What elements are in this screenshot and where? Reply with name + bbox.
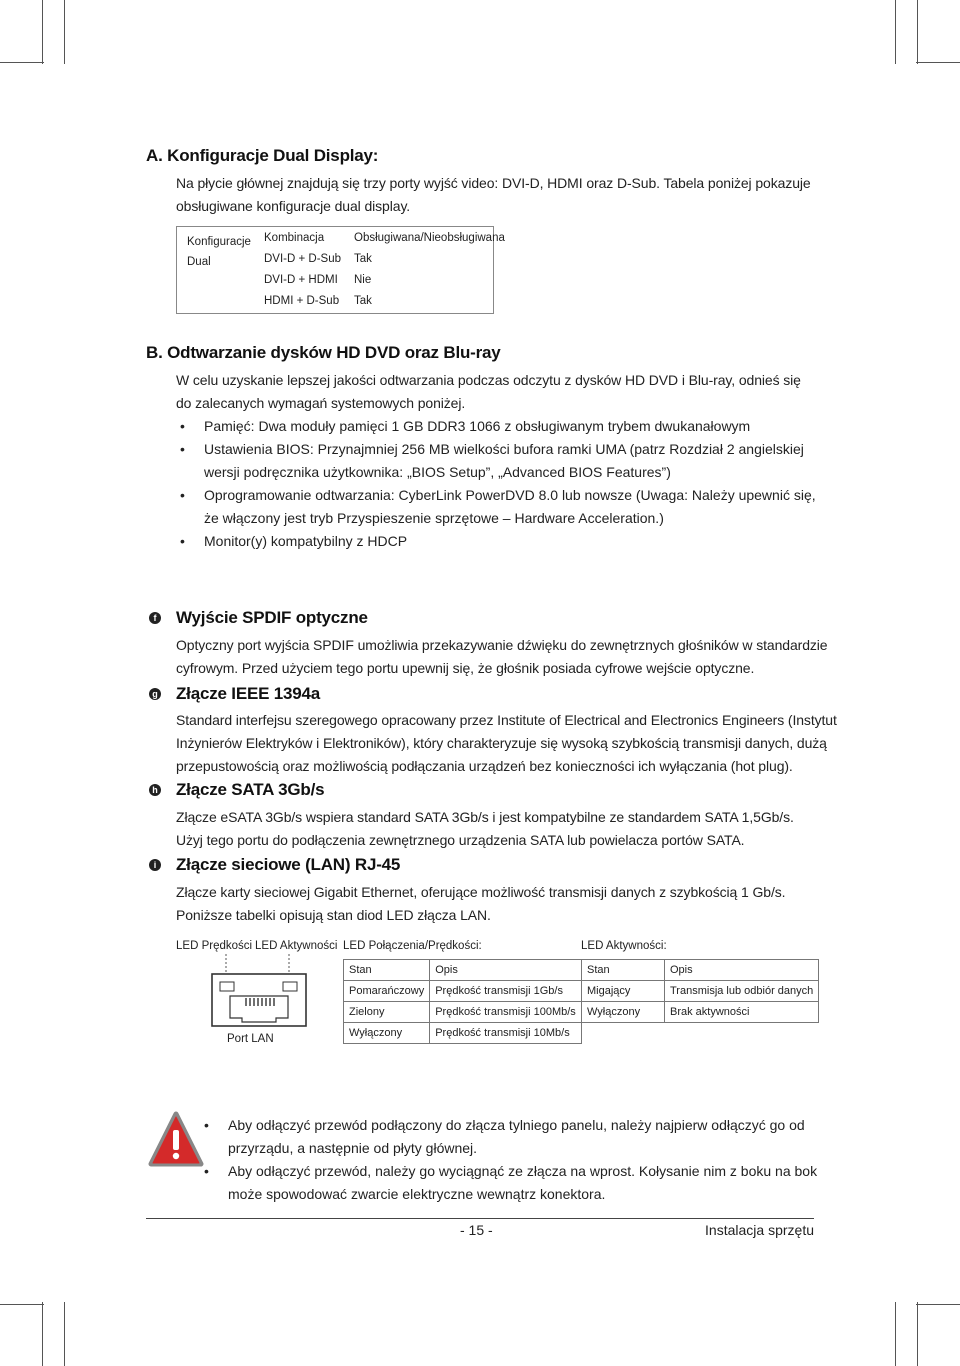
lan-port-label: Port LAN bbox=[227, 1033, 274, 1045]
page-number: - 15 - bbox=[460, 1222, 493, 1238]
ieee1394-description: Standard interfejsu szeregowego opracowany przez Institute of Electrical and Electronics Engineers (Instytut Inżynierów Elektryków i Elektroników), który charakteryzuje się wysoką szybkością transmisji danych, dużą przepustowością oraz możliwością podłączania urządzeń bez konieczności ich wyłączania (hot plug). bbox=[176, 712, 837, 774]
sata-title: Złącze SATA 3Gb/s bbox=[176, 780, 325, 799]
list-item: • Aby odłączyć przewód podłączony do złącza tylniego panelu, należy najpierw odłączyć go od przyrządu, a następnie od płyty głównej. bbox=[196, 1114, 856, 1160]
list-item: • Pamięć: Dwa moduły pamięci 1 GB DDR3 1066 z obsługiwanym trybem dwukanałowym bbox=[172, 415, 852, 438]
lan-description: Złącze karty sieciowej Gigabit Ethernet, oferujące możliwość transmisji danych z szybkością 1 Gb/s. Poniższe tabelki opisują stan diod LED złącza LAN. bbox=[176, 884, 786, 923]
list-item: • Monitor(y) kompatybilny z HDCP bbox=[172, 530, 852, 553]
crop-mark bbox=[917, 0, 918, 64]
table-row: HDMI + D-Sub Tak bbox=[264, 294, 372, 307]
section-b-intro: W celu uzyskanie lepszej jakości odtwarzania podczas odczytu z dysków HD DVD i Blu-ray, odnieś się do zalecanych wymagań systemowych poniżej. bbox=[176, 372, 801, 411]
crop-mark bbox=[42, 0, 43, 64]
table-header-row: Kombinacja Obsługiwana/Nieobsługiwana bbox=[264, 231, 505, 244]
crop-mark bbox=[64, 0, 65, 64]
table-row: Pomarańczowy Prędkość transmisji 1Gb/s bbox=[344, 981, 582, 1002]
crop-mark bbox=[895, 1302, 896, 1366]
activity-led-label: LED Aktywności bbox=[255, 940, 338, 952]
activity-led bbox=[283, 982, 297, 991]
item-marker-icon: g bbox=[149, 688, 161, 700]
activity-table-caption: LED Aktywności: bbox=[581, 940, 667, 952]
crop-mark bbox=[917, 1302, 918, 1366]
crop-mark bbox=[0, 62, 44, 63]
section-a-title: A. Konfiguracje Dual Display: bbox=[146, 146, 379, 165]
table-row: Wyłączony Prędkość transmisji 10Mb/s bbox=[344, 1023, 582, 1044]
list-item: • Aby odłączyć przewód, należy go wyciągnąć ze złącza na wprost. Kołysanie nim z boku na bok może spowodować zwarcie elektryczne wewnątrz konektora. bbox=[196, 1160, 856, 1206]
item-marker-icon: f bbox=[149, 612, 161, 624]
table-header-row: Stan Opis bbox=[344, 960, 582, 981]
lan-title: Złącze sieciowe (LAN) RJ-45 bbox=[176, 855, 401, 874]
spdif-description: Optyczny port wyjścia SPDIF umożliwia przekazywanie dźwięku do zewnętrznych głośników w standardzie cyfrowym. Przed użyciem tego portu upewnij się, że głośnik posiada cyfrowe wejście optyczne. bbox=[176, 637, 828, 676]
rj45-socket bbox=[230, 996, 288, 1022]
crop-mark bbox=[42, 1302, 43, 1366]
speed-table-caption: LED Połączenia/Prędkości: bbox=[343, 940, 482, 952]
footer-rule bbox=[146, 1218, 814, 1219]
table-row: DVI-D + HDMI Nie bbox=[264, 273, 372, 286]
ieee1394-title: Złącze IEEE 1394a bbox=[176, 684, 321, 703]
warning-list bbox=[196, 1114, 856, 1206]
item-marker-icon: i bbox=[149, 859, 161, 871]
crop-mark bbox=[0, 1304, 44, 1305]
table-row: DVI-D + D-Sub Tak bbox=[264, 252, 372, 265]
list-item: • Oprogramowanie odtwarzania: CyberLink PowerDVD 8.0 lub nowsze (Uwaga: Należy upewnić się, że włączony jest tryb Przyspieszenie sprzętowe – Hardware Acceleration.) bbox=[172, 484, 852, 530]
spdif-title: Wyjście SPDIF optyczne bbox=[176, 608, 368, 627]
crop-mark bbox=[916, 1304, 960, 1305]
sata-description: Złącze eSATA 3Gb/s wspiera standard SATA 3Gb/s i jest kompatybilne ze standardem SATA 1,5Gb/s. Użyj tego portu do podłączenia zewnętrznego urządzenia SATA lub powielacza portów SATA. bbox=[176, 809, 794, 848]
section-b-title: B. Odtwarzanie dysków HD DVD oraz Blu-ray bbox=[146, 343, 501, 362]
table-row: Zielony Prędkość transmisji 100Mb/s bbox=[344, 1002, 582, 1023]
list-item: • Ustawienia BIOS: Przynajmniej 256 MB wielkości bufora ramki UMA (patrz Rozdział 2 angielskiej wersji podręcznika użytkownika: „BIOS Setup”, „Advanced BIOS Features”) bbox=[172, 438, 852, 484]
crop-mark bbox=[916, 62, 960, 63]
activity-led-table bbox=[581, 959, 819, 1023]
dual-display-table bbox=[264, 227, 505, 311]
dual-display-row-header: Konfiguracje Dual bbox=[187, 236, 251, 268]
crop-mark bbox=[64, 1302, 65, 1366]
system-requirements-list bbox=[172, 415, 852, 553]
table-row: Wyłączony Brak aktywności bbox=[582, 1002, 819, 1023]
table-header-row: Stan Opis bbox=[582, 960, 819, 981]
table-row: Migający Transmisja lub odbiór danych bbox=[582, 981, 819, 1002]
crop-mark bbox=[895, 0, 896, 64]
footer-section-name: Instalacja sprzętu bbox=[705, 1222, 814, 1238]
section-a-intro: Na płycie głównej znajdują się trzy porty wyjść video: DVI-D, HDMI oraz D-Sub. Tabela poniżej pokazuje obsługiwane konfiguracje dual display. bbox=[176, 175, 811, 214]
item-marker-icon: h bbox=[149, 784, 161, 796]
speed-led bbox=[220, 982, 234, 991]
speed-led-label: LED Prędkości bbox=[176, 940, 253, 952]
speed-led-table bbox=[343, 959, 582, 1044]
lan-port-diagram bbox=[196, 952, 326, 1032]
